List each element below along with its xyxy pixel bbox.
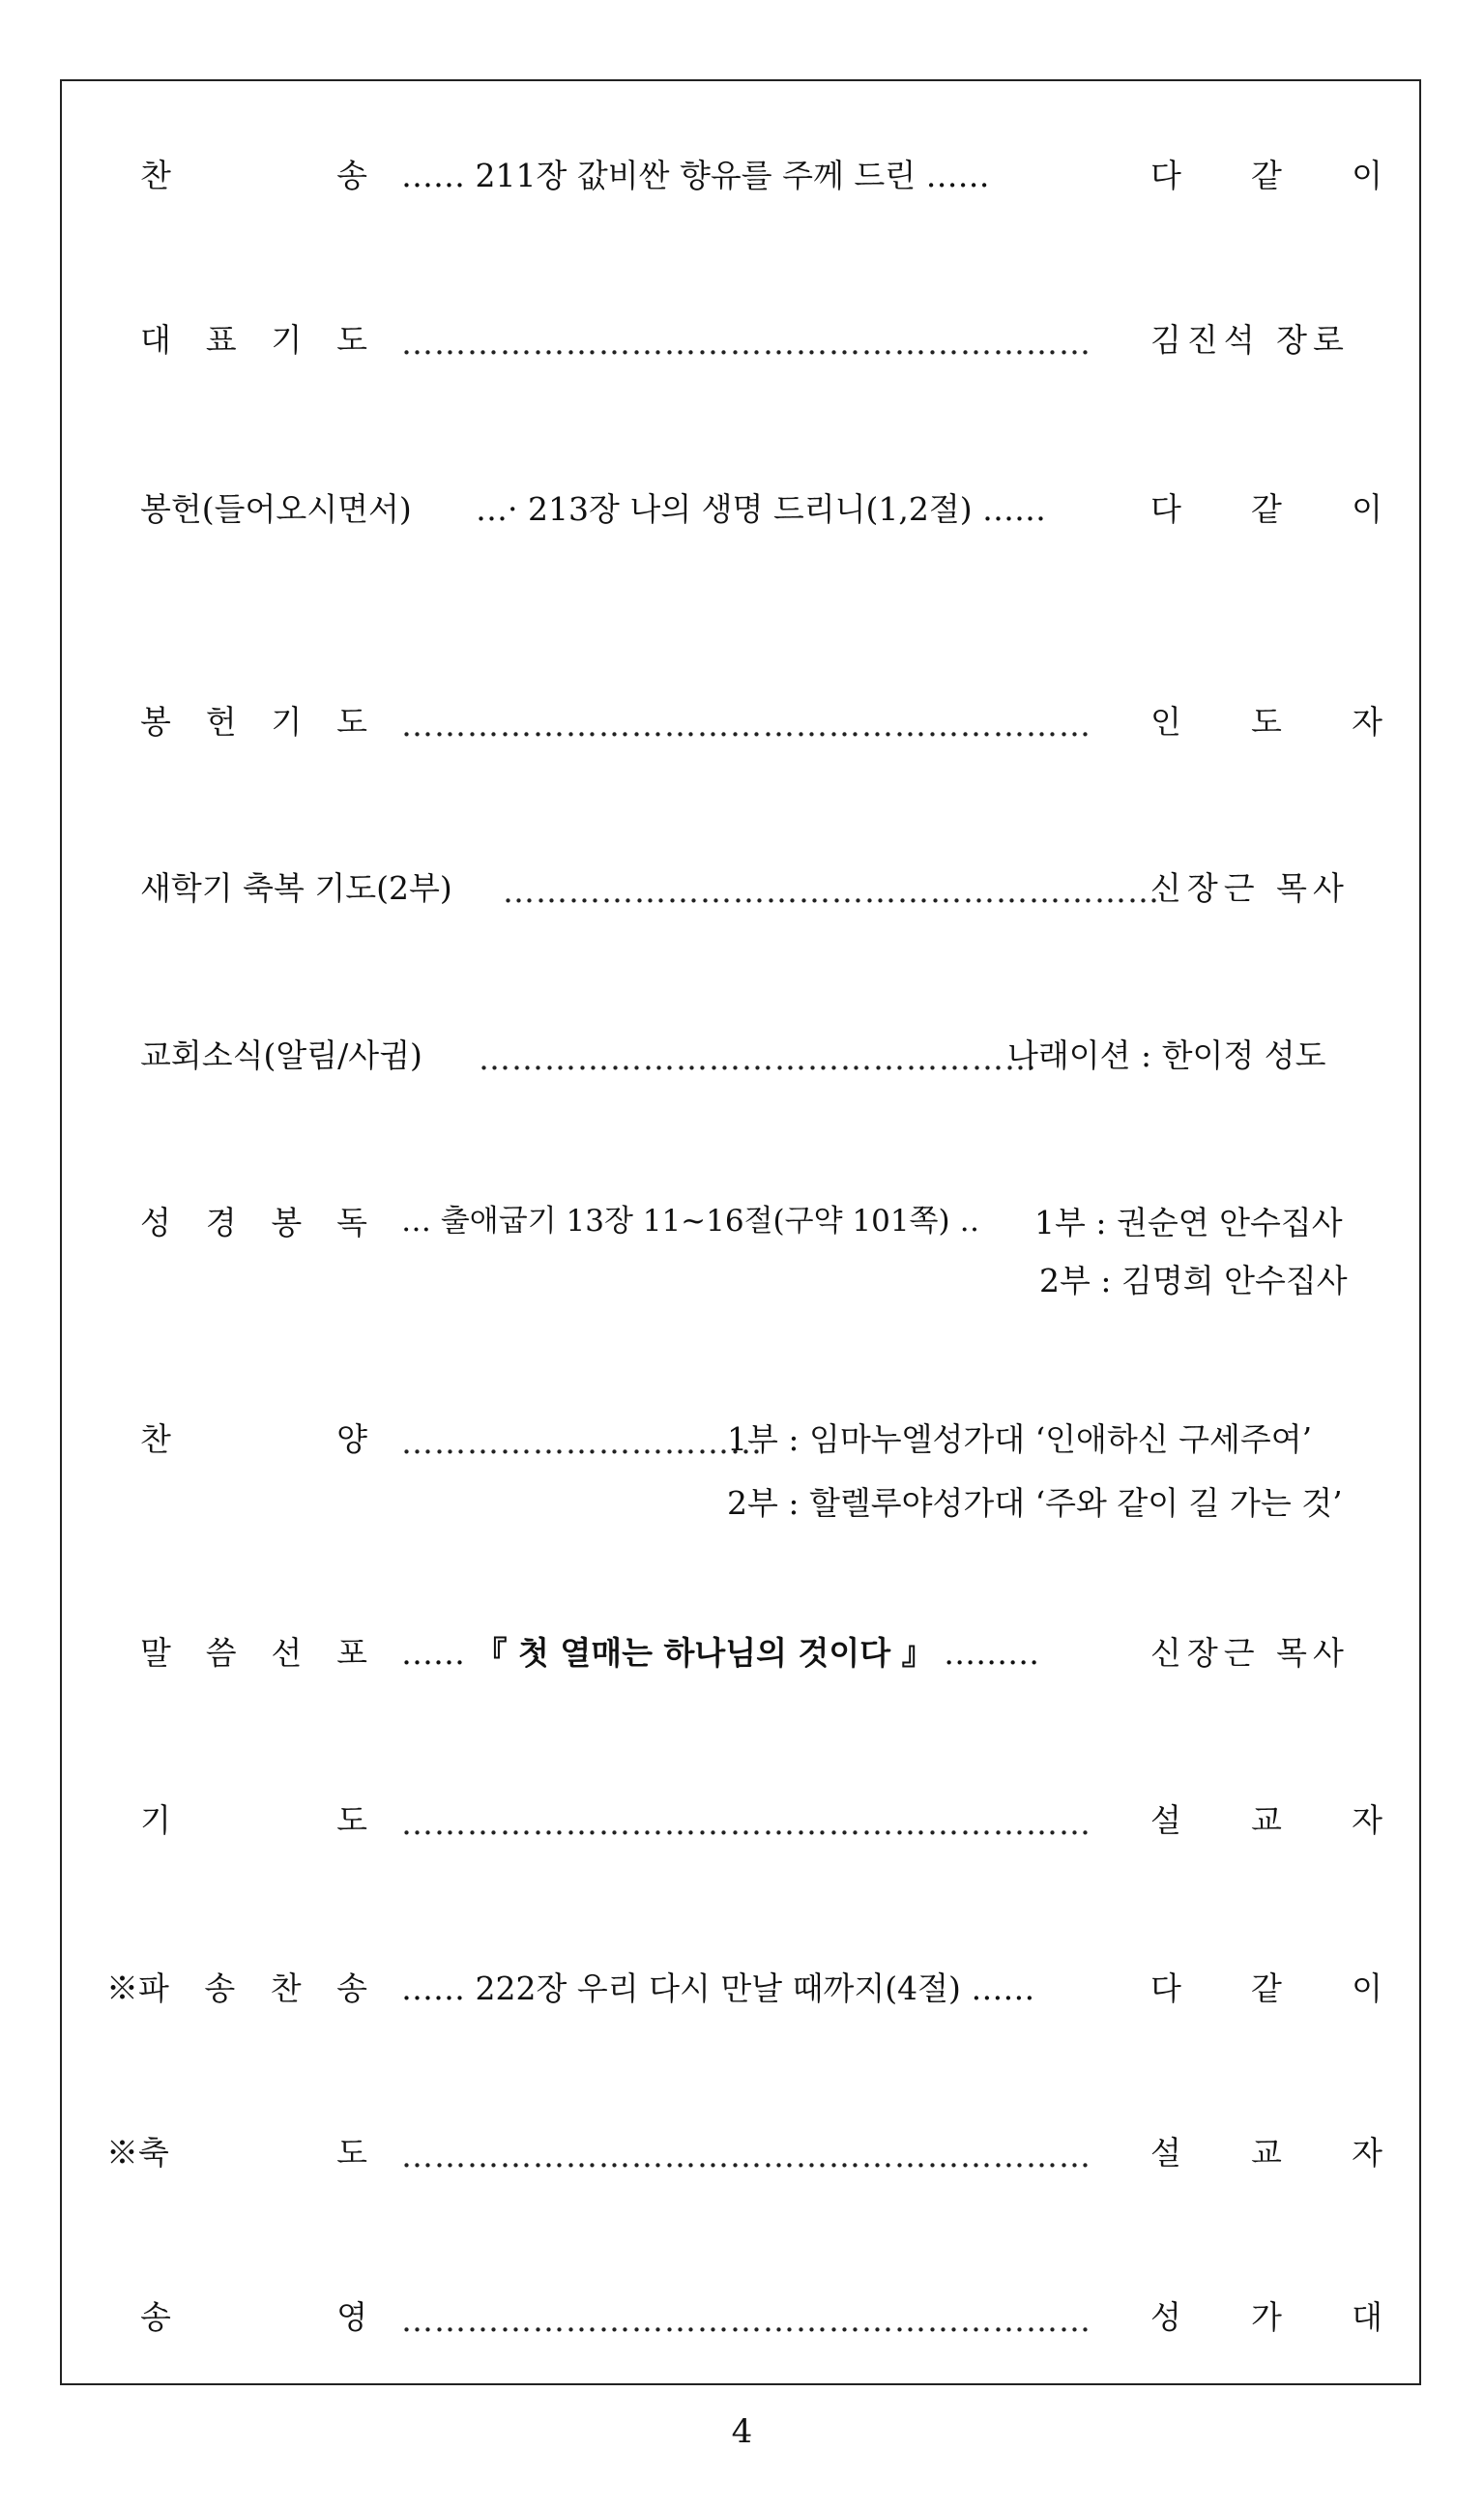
row-label: 봉 헌 기 도	[140, 703, 367, 741]
order-row-doxology	[0, 2298, 1484, 2378]
row-leader: 다 같 이	[1150, 490, 1382, 528]
row-label: ※파 송 찬 송	[106, 1969, 367, 2007]
order-row-choir	[0, 1420, 1484, 1530]
row-label: 성 경 봉 독	[140, 1204, 367, 1241]
row-detail: …… 211장 값비싼 향유를 주께 드린 ……	[401, 157, 990, 194]
order-row-prayer	[0, 1801, 1484, 1882]
order-row-hymn	[0, 157, 1484, 237]
order-row-representative-prayer	[0, 321, 1484, 401]
row-label: 봉헌(들어오시면서)	[140, 490, 412, 528]
order-row-offering	[0, 490, 1484, 570]
row-detail: …· 213장 나의 생명 드리니(1,2절) ……	[476, 490, 1047, 528]
row-leader: 설 교 자	[1150, 2134, 1382, 2172]
order-row-scripture-reading	[0, 1204, 1484, 1313]
row-leader: 나래이션 : 한이정 성도	[1007, 1036, 1326, 1074]
row-label: 송 영	[140, 2298, 367, 2336]
leader-dots: ………………………………………………………	[401, 324, 1091, 362]
row-label: 새학기 축복 기도(2부)	[140, 869, 452, 907]
row-label: 찬 양	[140, 1420, 367, 1458]
leader-dots: ……………………………………………	[479, 1039, 1037, 1077]
row-leader-2: 2부 : 할렐루야성가대 ‘주와 같이 길 가는 것’	[727, 1484, 1343, 1522]
leader-dots: ……………………………………………………	[503, 872, 1160, 910]
order-row-offering-prayer	[0, 703, 1484, 783]
row-label: 말 씀 선 포	[140, 1634, 367, 1672]
row-leader: 인 도 자	[1150, 703, 1382, 741]
dots-after: ………	[933, 1634, 1040, 1672]
row-leader: 김진석 장로	[1150, 321, 1350, 359]
order-row-benediction	[0, 2134, 1484, 2214]
row-leader: 다 같 이	[1150, 1969, 1382, 2007]
row-detail: …… 222장 우리 다시 만날 때까지(4절) ……	[401, 1969, 1035, 2007]
row-leader: 다 같 이	[1150, 157, 1382, 194]
order-row-sermon	[0, 1634, 1484, 1714]
dots-before: ……	[401, 1634, 476, 1672]
row-label: ※축 도	[106, 2134, 367, 2172]
row-label: 찬 송	[140, 157, 367, 194]
leader-dots: ………………………………………………………	[401, 2301, 1091, 2339]
leader-dots: ………………………………………………………	[401, 1804, 1091, 1842]
sermon-title: 『 첫 열매는 하나님의 것이다 』	[475, 1634, 934, 1672]
row-detail: … 출애굽기 13장 11~16절(구약 101쪽) ‥	[401, 1204, 980, 1239]
order-row-semester-blessing	[0, 869, 1484, 949]
row-leader: 설 교 자	[1150, 1801, 1382, 1839]
row-leader: 신장근 목사	[1150, 1634, 1350, 1672]
row-label: 기 도	[140, 1801, 367, 1839]
row-leader: 성 가 대	[1150, 2298, 1382, 2336]
row-label: 대 표 기 도	[140, 321, 367, 359]
order-row-church-news	[0, 1036, 1484, 1117]
leader-dots: ………………………………………………………	[401, 706, 1091, 744]
row-label: 교회소식(알림/사귐)	[140, 1036, 422, 1074]
leader-dots: ………………………………………………………	[401, 2137, 1091, 2174]
row-leader-2: 2부 : 김명희 안수집사	[1039, 1262, 1348, 1299]
leader-dots: ……………………………	[401, 1423, 763, 1461]
page-number: 4	[731, 2412, 753, 2451]
row-leader: 1부 : 임마누엘성가대 ‘인애하신 구세주여’	[727, 1420, 1313, 1458]
row-leader: 신장근 목사	[1150, 869, 1350, 907]
order-row-sending-hymn	[0, 1969, 1484, 2050]
row-detail	[401, 1634, 1040, 1672]
row-leader: 1부 : 권순연 안수집사	[1034, 1204, 1343, 1241]
